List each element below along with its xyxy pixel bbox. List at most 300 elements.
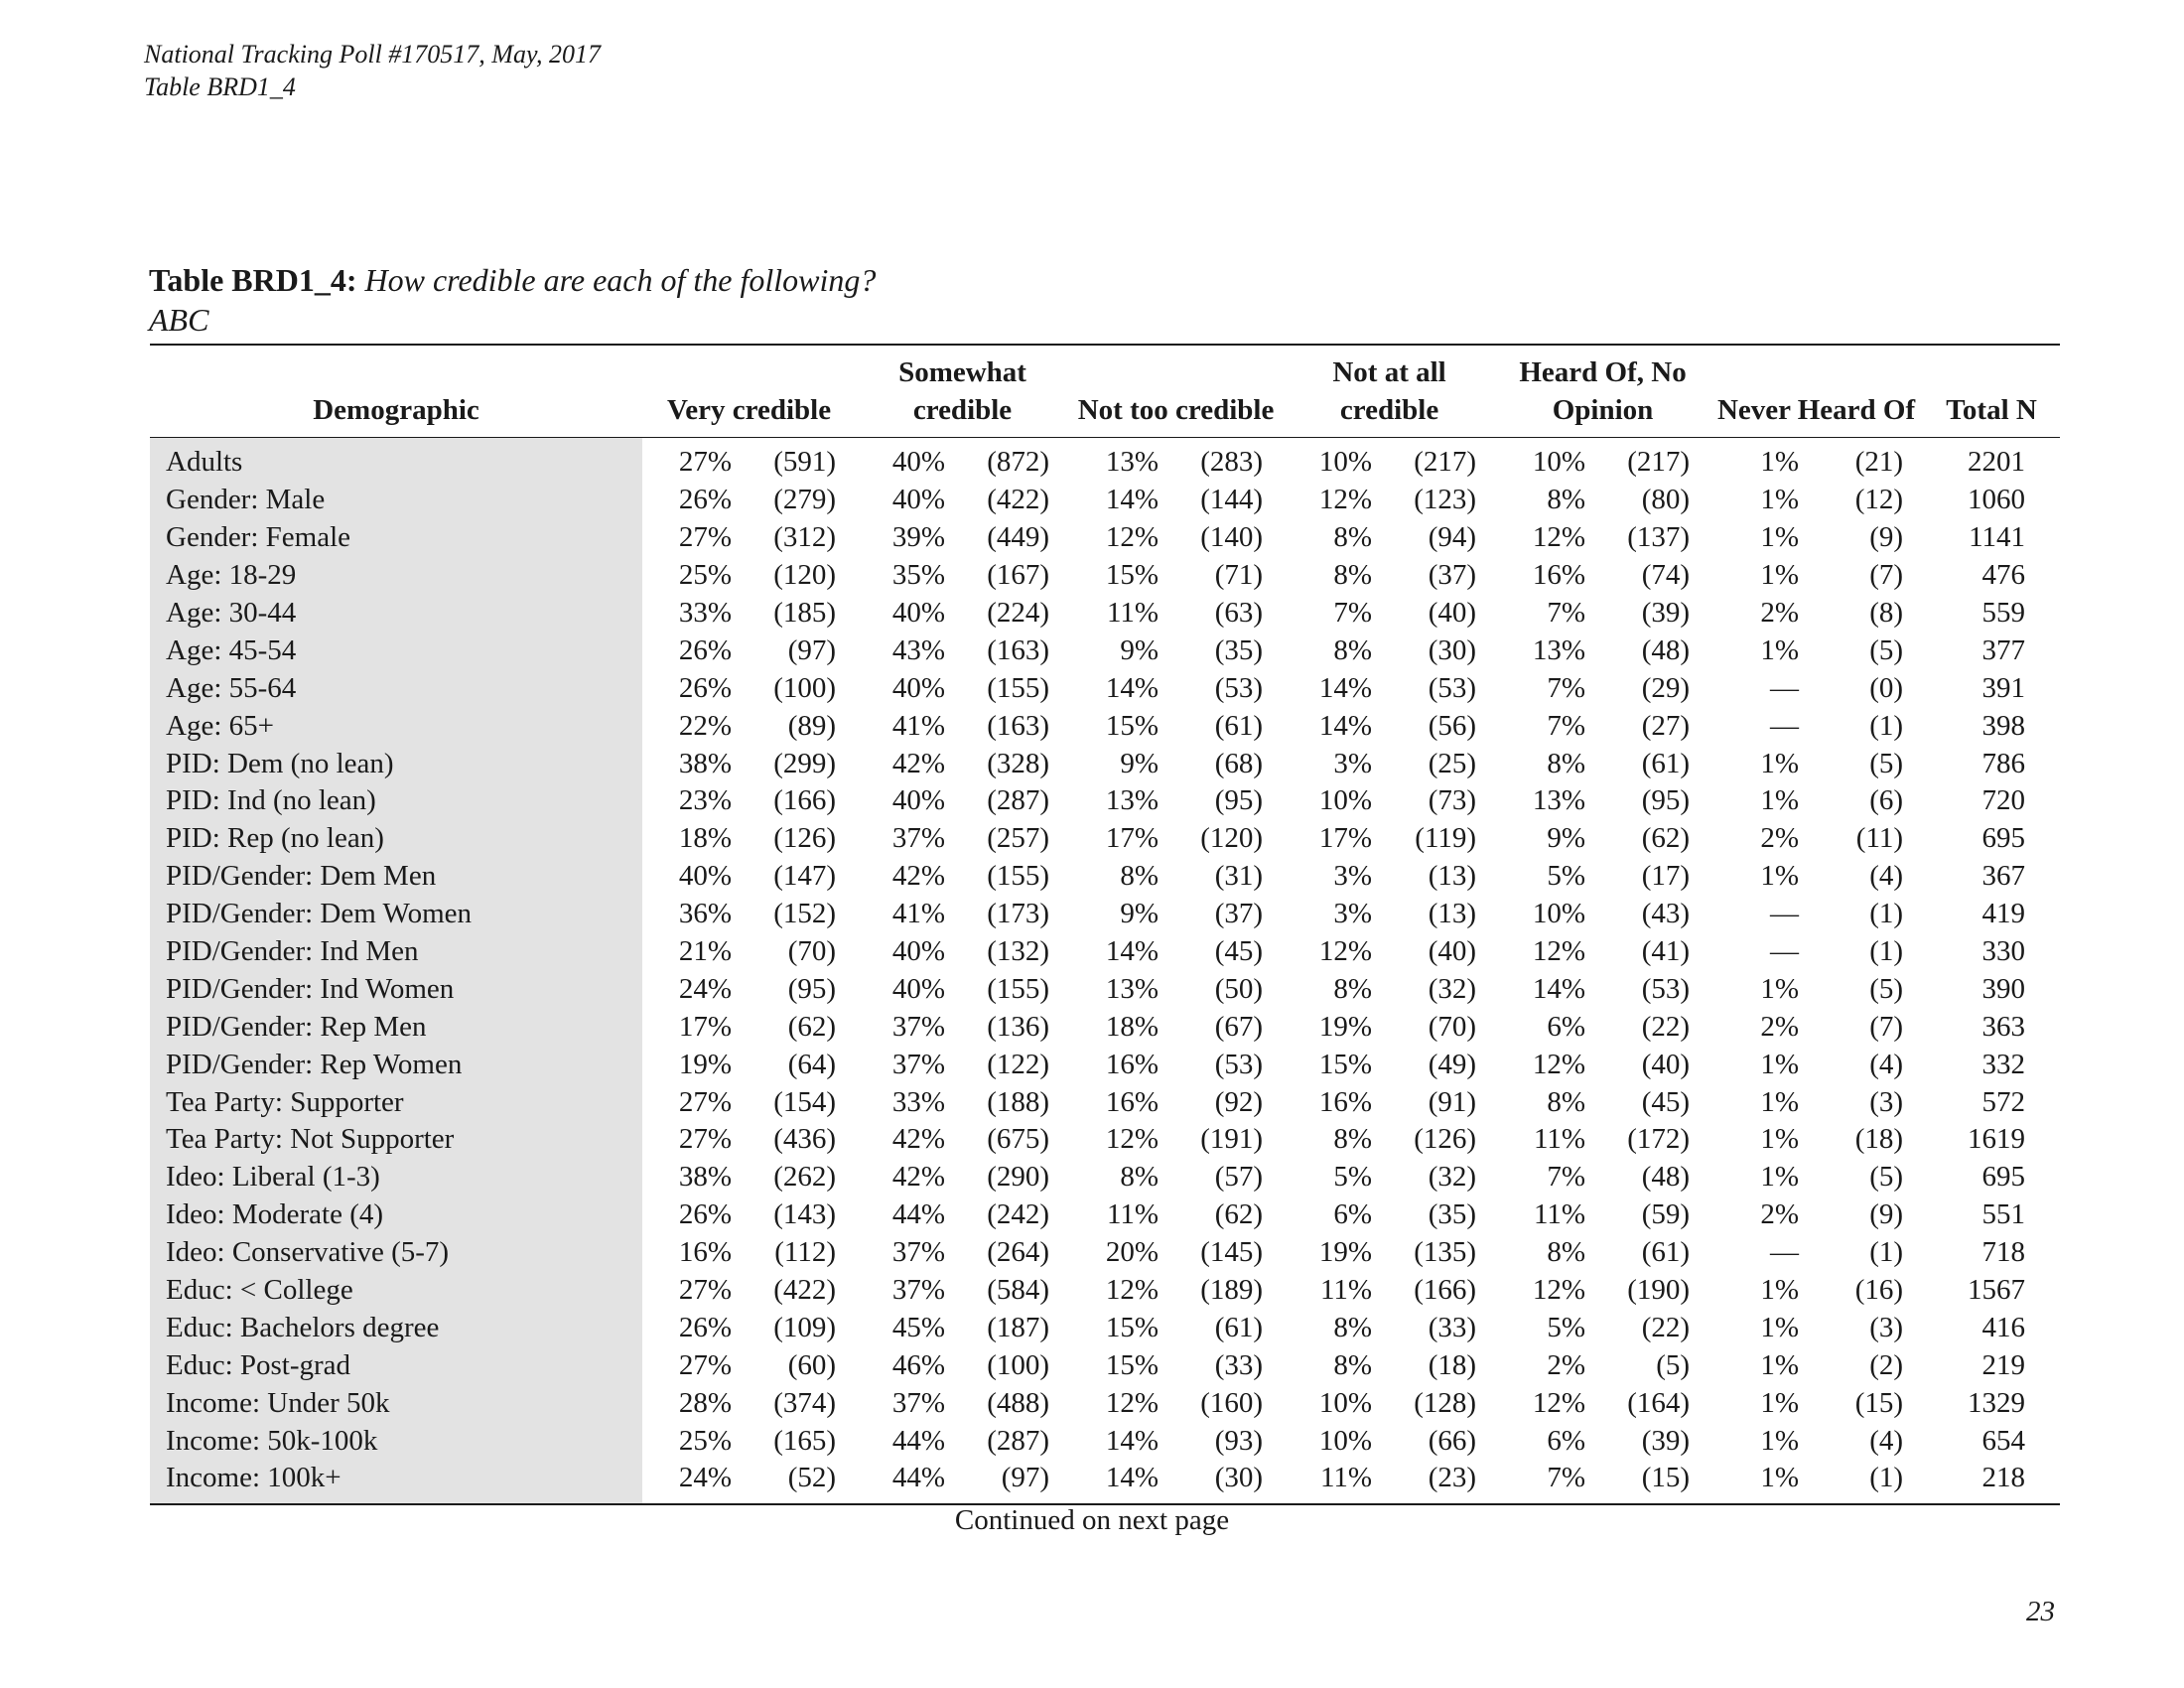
cell-heard-no-opinion-pct: 13% [1532,633,1586,666]
cell-never-heard-pct: 1% [1760,1386,1800,1419]
cell-somewhat-credible-pct: 35% [891,559,946,592]
cell-not-at-all-credible-pct: 7% [1333,597,1373,629]
cell-not-at-all-credible-pct: 11% [1319,1274,1373,1307]
cell-very-credible-pct: 24% [678,972,732,1005]
cell-very-credible-count: (109) [773,1311,837,1343]
cell-heard-no-opinion-count: (29) [1641,671,1691,704]
cell-never-heard-pct: 1% [1760,1424,1800,1457]
cell-somewhat-credible-count: (224) [987,597,1050,629]
cell-total-n: 572 [1981,1085,2026,1118]
cell-very-credible-pct: 27% [678,1348,732,1381]
cell-never-heard-count: (0) [1869,671,1904,704]
cell-not-too-credible-count: (140) [1200,521,1264,554]
cell-somewhat-credible-count: (422) [987,484,1050,516]
cell-somewhat-credible-pct: 43% [891,633,946,666]
cell-not-too-credible-count: (37) [1214,898,1264,930]
table-row [150,482,2060,519]
cell-very-credible-pct: 27% [678,1274,732,1307]
cell-somewhat-credible-count: (264) [987,1236,1050,1269]
table-row [150,519,2060,557]
cell-not-too-credible-pct: 16% [1105,1048,1160,1080]
cell-very-credible-pct: 27% [678,446,732,479]
cell-not-at-all-credible-pct: 10% [1318,446,1373,479]
cell-heard-no-opinion-count: (22) [1641,1010,1691,1043]
table-row [150,858,2060,896]
row-demographic: PID: Rep (no lean) [150,820,642,858]
table-row [150,438,2060,482]
table-row [150,1196,2060,1234]
cell-somewhat-credible-pct: 42% [891,1123,946,1156]
cell-not-too-credible-count: (57) [1214,1161,1264,1194]
cell-not-at-all-credible-pct: 14% [1318,709,1373,742]
cell-not-at-all-credible-pct: 3% [1333,898,1373,930]
cell-heard-no-opinion-pct: 12% [1532,1274,1586,1307]
row-demographic: PID/Gender: Rep Men [150,1008,642,1046]
cell-somewhat-credible-pct: 40% [891,446,946,479]
table-row [150,669,2060,707]
cell-very-credible-count: (436) [773,1123,837,1156]
cell-not-too-credible-count: (92) [1214,1085,1264,1118]
cell-total-n: 218 [1981,1462,2026,1494]
row-demographic: Educ: Post-grad [150,1346,642,1384]
cell-very-credible-pct: 27% [678,1085,732,1118]
cell-not-too-credible-count: (61) [1214,709,1264,742]
cell-never-heard-pct: 1% [1760,559,1800,592]
cell-never-heard-count: (5) [1869,972,1904,1005]
table-row [150,557,2060,595]
cell-very-credible-pct: 27% [678,521,732,554]
running-head [144,38,601,103]
table-row [150,1422,2060,1460]
cell-somewhat-credible-pct: 42% [891,747,946,779]
cell-heard-no-opinion-pct: 8% [1547,1085,1586,1118]
cell-not-too-credible-pct: 14% [1105,1424,1160,1457]
cell-heard-no-opinion-count: (17) [1641,860,1691,893]
cell-heard-no-opinion-pct: 7% [1547,597,1586,629]
table-row [150,1008,2060,1046]
cell-never-heard-pct: 1% [1760,633,1800,666]
cell-not-at-all-credible-count: (166) [1414,1274,1477,1307]
cell-not-at-all-credible-pct: 15% [1318,1048,1373,1080]
table-row [150,1460,2060,1503]
cell-not-too-credible-count: (71) [1214,559,1264,592]
cell-somewhat-credible-pct: 41% [891,898,946,930]
cell-heard-no-opinion-count: (39) [1641,1424,1691,1457]
cell-never-heard-pct: 1% [1760,1085,1800,1118]
cell-never-heard-count: (1) [1869,1462,1904,1494]
cell-heard-no-opinion-count: (15) [1641,1462,1691,1494]
crosstab-table [150,344,2060,1505]
cell-total-n: 1060 [1968,484,2026,516]
cell-very-credible-count: (97) [787,633,837,666]
cell-very-credible-count: (62) [787,1010,837,1043]
cell-not-at-all-credible-pct: 8% [1333,972,1373,1005]
cell-heard-no-opinion-pct: 14% [1532,972,1586,1005]
cell-total-n: 419 [1981,898,2026,930]
cell-heard-no-opinion-pct: 12% [1532,1386,1586,1419]
cell-total-n: 718 [1981,1236,2026,1269]
cell-not-at-all-credible-pct: 8% [1333,521,1373,554]
cell-heard-no-opinion-count: (27) [1641,709,1691,742]
cell-very-credible-pct: 23% [678,784,732,817]
cell-very-credible-pct: 16% [678,1236,732,1269]
cell-very-credible-count: (89) [787,709,837,742]
cell-never-heard-pct: 1% [1760,446,1800,479]
cell-somewhat-credible-pct: 41% [891,709,946,742]
cell-not-at-all-credible-count: (13) [1428,898,1477,930]
cell-somewhat-credible-pct: 37% [891,1048,946,1080]
cell-somewhat-credible-pct: 44% [891,1462,946,1494]
cell-heard-no-opinion-pct: 11% [1533,1198,1586,1231]
cell-not-too-credible-count: (67) [1214,1010,1264,1043]
cell-heard-no-opinion-count: (41) [1641,935,1691,968]
row-demographic: Ideo: Conservative (5-7) [150,1234,642,1272]
cell-not-at-all-credible-pct: 8% [1333,1311,1373,1343]
row-demographic: Adults [150,438,642,482]
cell-heard-no-opinion-pct: 8% [1547,747,1586,779]
cell-very-credible-count: (165) [773,1424,837,1457]
cell-very-credible-pct: 18% [678,822,732,855]
cell-not-at-all-credible-count: (40) [1428,597,1477,629]
cell-somewhat-credible-count: (675) [987,1123,1050,1156]
cell-not-too-credible-count: (120) [1200,822,1264,855]
cell-not-too-credible-count: (35) [1214,633,1264,666]
row-demographic: Ideo: Liberal (1-3) [150,1159,642,1196]
cell-not-at-all-credible-count: (37) [1428,559,1477,592]
cell-very-credible-count: (126) [773,822,837,855]
cell-not-too-credible-count: (31) [1214,860,1264,893]
cell-not-too-credible-count: (283) [1200,446,1264,479]
cell-total-n: 1141 [1969,521,2026,554]
header-never-heard: Never Heard Of [1709,346,1923,438]
cell-never-heard-count: (9) [1869,521,1904,554]
cell-not-too-credible-count: (95) [1214,784,1264,817]
cell-not-at-all-credible-count: (23) [1428,1462,1477,1494]
cell-never-heard-count: (8) [1869,597,1904,629]
cell-not-at-all-credible-pct: 8% [1333,559,1373,592]
cell-heard-no-opinion-count: (190) [1627,1274,1691,1307]
cell-total-n: 398 [1981,709,2026,742]
cell-somewhat-credible-count: (328) [987,747,1050,779]
cell-very-credible-count: (120) [773,559,837,592]
cell-not-too-credible-pct: 15% [1105,1311,1160,1343]
page-number: 23 [2026,1596,2055,1627]
caption-subject: ABC [149,302,209,338]
row-demographic: Age: 65+ [150,707,642,745]
cell-heard-no-opinion-pct: 7% [1547,1161,1586,1194]
table-row [150,820,2060,858]
cell-somewhat-credible-pct: 42% [891,860,946,893]
cell-very-credible-pct: 38% [678,747,732,779]
cell-heard-no-opinion-count: (45) [1641,1085,1691,1118]
cell-very-credible-pct: 26% [678,633,732,666]
cell-very-credible-pct: 21% [678,935,732,968]
row-demographic: PID: Dem (no lean) [150,745,642,782]
cell-not-too-credible-count: (62) [1214,1198,1264,1231]
row-demographic: Income: 100k+ [150,1460,642,1503]
cell-very-credible-pct: 19% [678,1048,732,1080]
cell-not-at-all-credible-count: (119) [1415,822,1477,855]
cell-not-at-all-credible-count: (40) [1428,935,1477,968]
cell-not-too-credible-pct: 12% [1105,1386,1160,1419]
cell-never-heard-pct: 1% [1760,972,1800,1005]
cell-not-too-credible-pct: 14% [1105,671,1160,704]
cell-not-at-all-credible-count: (13) [1428,860,1477,893]
cell-very-credible-pct: 25% [678,559,732,592]
cell-never-heard-pct: 1% [1760,1462,1800,1494]
cell-heard-no-opinion-count: (5) [1656,1348,1691,1381]
cell-somewhat-credible-pct: 40% [891,784,946,817]
cell-heard-no-opinion-count: (74) [1641,559,1691,592]
table-row [150,1159,2060,1196]
cell-total-n: 786 [1981,747,2026,779]
cell-not-too-credible-pct: 14% [1105,1462,1160,1494]
cell-never-heard-pct: 1% [1760,747,1800,779]
cell-heard-no-opinion-count: (43) [1641,898,1691,930]
cell-somewhat-credible-pct: 37% [891,1010,946,1043]
cell-not-at-all-credible-count: (91) [1428,1085,1477,1118]
cell-not-too-credible-pct: 17% [1105,822,1160,855]
cell-never-heard-count: (4) [1869,1424,1904,1457]
cell-not-at-all-credible-pct: 11% [1319,1462,1373,1494]
cell-not-at-all-credible-pct: 14% [1318,671,1373,704]
cell-very-credible-count: (70) [787,935,837,968]
cell-never-heard-pct: 1% [1760,860,1800,893]
cell-not-at-all-credible-pct: 6% [1333,1198,1373,1231]
cell-very-credible-count: (262) [773,1161,837,1194]
cell-never-heard-pct: 1% [1760,1161,1800,1194]
cell-somewhat-credible-count: (122) [987,1048,1050,1080]
cell-somewhat-credible-pct: 37% [891,1236,946,1269]
cell-not-at-all-credible-pct: 19% [1318,1010,1373,1043]
cell-not-too-credible-pct: 8% [1120,860,1160,893]
cell-never-heard-count: (3) [1869,1085,1904,1118]
cell-heard-no-opinion-count: (53) [1641,972,1691,1005]
cell-somewhat-credible-count: (173) [987,898,1050,930]
cell-heard-no-opinion-count: (217) [1627,446,1691,479]
cell-somewhat-credible-count: (257) [987,822,1050,855]
cell-never-heard-pct: — [1770,1236,1800,1269]
cell-somewhat-credible-pct: 44% [891,1198,946,1231]
cell-never-heard-count: (5) [1869,1161,1904,1194]
cell-never-heard-count: (2) [1869,1348,1904,1381]
cell-never-heard-count: (5) [1869,633,1904,666]
cell-very-credible-count: (591) [773,446,837,479]
cell-not-at-all-credible-pct: 3% [1333,747,1373,779]
cell-never-heard-count: (4) [1869,1048,1904,1080]
cell-not-too-credible-count: (45) [1214,935,1264,968]
cell-not-at-all-credible-pct: 19% [1318,1236,1373,1269]
table-body [150,438,2060,1503]
cell-never-heard-count: (11) [1855,822,1904,855]
cell-somewhat-credible-count: (136) [987,1010,1050,1043]
header-total-n: Total N [1923,346,2060,438]
cell-somewhat-credible-count: (155) [987,671,1050,704]
cell-never-heard-count: (12) [1854,484,1904,516]
cell-very-credible-count: (374) [773,1386,837,1419]
cell-somewhat-credible-count: (155) [987,860,1050,893]
cell-not-at-all-credible-count: (126) [1414,1123,1477,1156]
header-heard-no-opinion: Heard Of, No Opinion [1496,346,1709,438]
cell-not-too-credible-pct: 12% [1105,1123,1160,1156]
cell-never-heard-pct: 1% [1760,784,1800,817]
cell-very-credible-pct: 26% [678,1311,732,1343]
cell-not-too-credible-count: (33) [1214,1348,1264,1381]
cell-not-too-credible-count: (160) [1200,1386,1264,1419]
cell-very-credible-count: (152) [773,898,837,930]
cell-never-heard-pct: 1% [1760,1274,1800,1307]
cell-heard-no-opinion-count: (40) [1641,1048,1691,1080]
table-row [150,933,2060,971]
cell-heard-no-opinion-pct: 5% [1547,1311,1586,1343]
cell-somewhat-credible-pct: 40% [891,484,946,516]
table-row [150,595,2060,633]
header-not-too-credible: Not too credible [1069,346,1283,438]
cell-not-at-all-credible-count: (56) [1428,709,1477,742]
row-demographic: Ideo: Moderate (4) [150,1196,642,1234]
cell-not-at-all-credible-pct: 10% [1318,1424,1373,1457]
cell-total-n: 551 [1981,1198,2026,1231]
continued-note: Continued on next page [954,1504,1230,1536]
cell-heard-no-opinion-pct: 7% [1547,709,1586,742]
table-row [150,1083,2060,1121]
cell-not-too-credible-pct: 14% [1105,484,1160,516]
cell-not-at-all-credible-count: (32) [1428,1161,1477,1194]
cell-very-credible-count: (154) [773,1085,837,1118]
cell-heard-no-opinion-count: (59) [1641,1198,1691,1231]
cell-heard-no-opinion-count: (48) [1641,633,1691,666]
cell-not-at-all-credible-count: (30) [1428,633,1477,666]
cell-never-heard-count: (21) [1854,446,1904,479]
cell-total-n: 559 [1981,597,2026,629]
cell-never-heard-pct: — [1770,898,1800,930]
cell-total-n: 416 [1981,1311,2026,1343]
cell-somewhat-credible-count: (287) [987,1424,1050,1457]
cell-not-too-credible-count: (93) [1214,1424,1264,1457]
cell-not-at-all-credible-count: (49) [1428,1048,1477,1080]
cell-never-heard-pct: 1% [1760,484,1800,516]
cell-total-n: 219 [1981,1348,2026,1381]
row-demographic: Age: 55-64 [150,669,642,707]
cell-total-n: 363 [1981,1010,2026,1043]
cell-not-at-all-credible-pct: 8% [1333,1348,1373,1381]
cell-heard-no-opinion-pct: 16% [1532,559,1586,592]
cell-very-credible-count: (299) [773,747,837,779]
cell-heard-no-opinion-count: (61) [1641,747,1691,779]
cell-never-heard-count: (1) [1869,709,1904,742]
cell-somewhat-credible-count: (584) [987,1274,1050,1307]
cell-total-n: 330 [1981,935,2026,968]
cell-never-heard-pct: — [1770,935,1800,968]
cell-very-credible-count: (112) [774,1236,837,1269]
table-row [150,632,2060,669]
cell-total-n: 377 [1981,633,2026,666]
cell-very-credible-pct: 25% [678,1424,732,1457]
cell-not-too-credible-pct: 15% [1105,1348,1160,1381]
cell-not-at-all-credible-count: (128) [1414,1386,1477,1419]
cell-heard-no-opinion-count: (137) [1627,521,1691,554]
cell-never-heard-count: (7) [1869,559,1904,592]
cell-not-at-all-credible-count: (135) [1414,1236,1477,1269]
cell-not-at-all-credible-count: (94) [1428,521,1477,554]
table-row [150,1234,2060,1272]
cell-not-at-all-credible-pct: 3% [1333,860,1373,893]
cell-never-heard-count: (4) [1869,860,1904,893]
row-demographic: PID/Gender: Rep Women [150,1046,642,1083]
cell-not-at-all-credible-pct: 8% [1333,633,1373,666]
cell-very-credible-count: (185) [773,597,837,629]
table-row [150,1121,2060,1159]
cell-not-too-credible-pct: 9% [1120,898,1160,930]
table-row [150,1272,2060,1310]
cell-somewhat-credible-count: (155) [987,972,1050,1005]
cell-total-n: 391 [1981,671,2026,704]
cell-not-too-credible-count: (30) [1214,1462,1264,1494]
cell-not-too-credible-count: (63) [1214,597,1264,629]
cell-never-heard-pct: 2% [1760,1010,1800,1043]
row-demographic: PID/Gender: Ind Men [150,933,642,971]
table-row [150,970,2060,1008]
cell-very-credible-count: (60) [787,1348,837,1381]
cell-never-heard-pct: 2% [1760,1198,1800,1231]
cell-not-too-credible-count: (53) [1214,671,1264,704]
cell-very-credible-pct: 33% [678,597,732,629]
row-demographic: Gender: Male [150,482,642,519]
cell-never-heard-pct: 1% [1760,1123,1800,1156]
cell-very-credible-count: (422) [773,1274,837,1307]
cell-total-n: 720 [1981,784,2026,817]
cell-very-credible-pct: 24% [678,1462,732,1494]
cell-never-heard-count: (15) [1854,1386,1904,1419]
cell-heard-no-opinion-pct: 11% [1533,1123,1586,1156]
cell-very-credible-count: (52) [787,1462,837,1494]
cell-very-credible-pct: 17% [678,1010,732,1043]
cell-never-heard-count: (3) [1869,1311,1904,1343]
cell-not-too-credible-pct: 15% [1105,709,1160,742]
table-row [150,1384,2060,1422]
cell-not-at-all-credible-count: (25) [1428,747,1477,779]
cell-very-credible-pct: 22% [678,709,732,742]
cell-somewhat-credible-pct: 39% [891,521,946,554]
cell-heard-no-opinion-count: (22) [1641,1311,1691,1343]
cell-not-too-credible-count: (50) [1214,972,1264,1005]
cell-heard-no-opinion-pct: 12% [1532,1048,1586,1080]
cell-somewhat-credible-pct: 45% [891,1311,946,1343]
cell-somewhat-credible-count: (132) [987,935,1050,968]
cell-heard-no-opinion-pct: 6% [1547,1010,1586,1043]
cell-not-at-all-credible-count: (35) [1428,1198,1477,1231]
cell-not-too-credible-pct: 13% [1105,446,1160,479]
cell-never-heard-count: (7) [1869,1010,1904,1043]
cell-heard-no-opinion-pct: 8% [1547,484,1586,516]
cell-not-too-credible-count: (191) [1200,1123,1264,1156]
row-demographic: PID/Gender: Dem Women [150,896,642,933]
cell-not-at-all-credible-pct: 16% [1318,1085,1373,1118]
cell-very-credible-count: (64) [787,1048,837,1080]
cell-not-at-all-credible-pct: 17% [1318,822,1373,855]
cell-not-at-all-credible-count: (53) [1428,671,1477,704]
cell-never-heard-count: (1) [1869,1236,1904,1269]
cell-heard-no-opinion-count: (62) [1641,822,1691,855]
cell-not-at-all-credible-count: (123) [1414,484,1477,516]
cell-heard-no-opinion-pct: 10% [1532,446,1586,479]
cell-not-too-credible-count: (144) [1200,484,1264,516]
cell-somewhat-credible-count: (290) [987,1161,1050,1194]
cell-somewhat-credible-count: (872) [987,446,1050,479]
cell-total-n: 695 [1981,1161,2026,1194]
cell-very-credible-count: (147) [773,860,837,893]
row-demographic: Income: Under 50k [150,1384,642,1422]
